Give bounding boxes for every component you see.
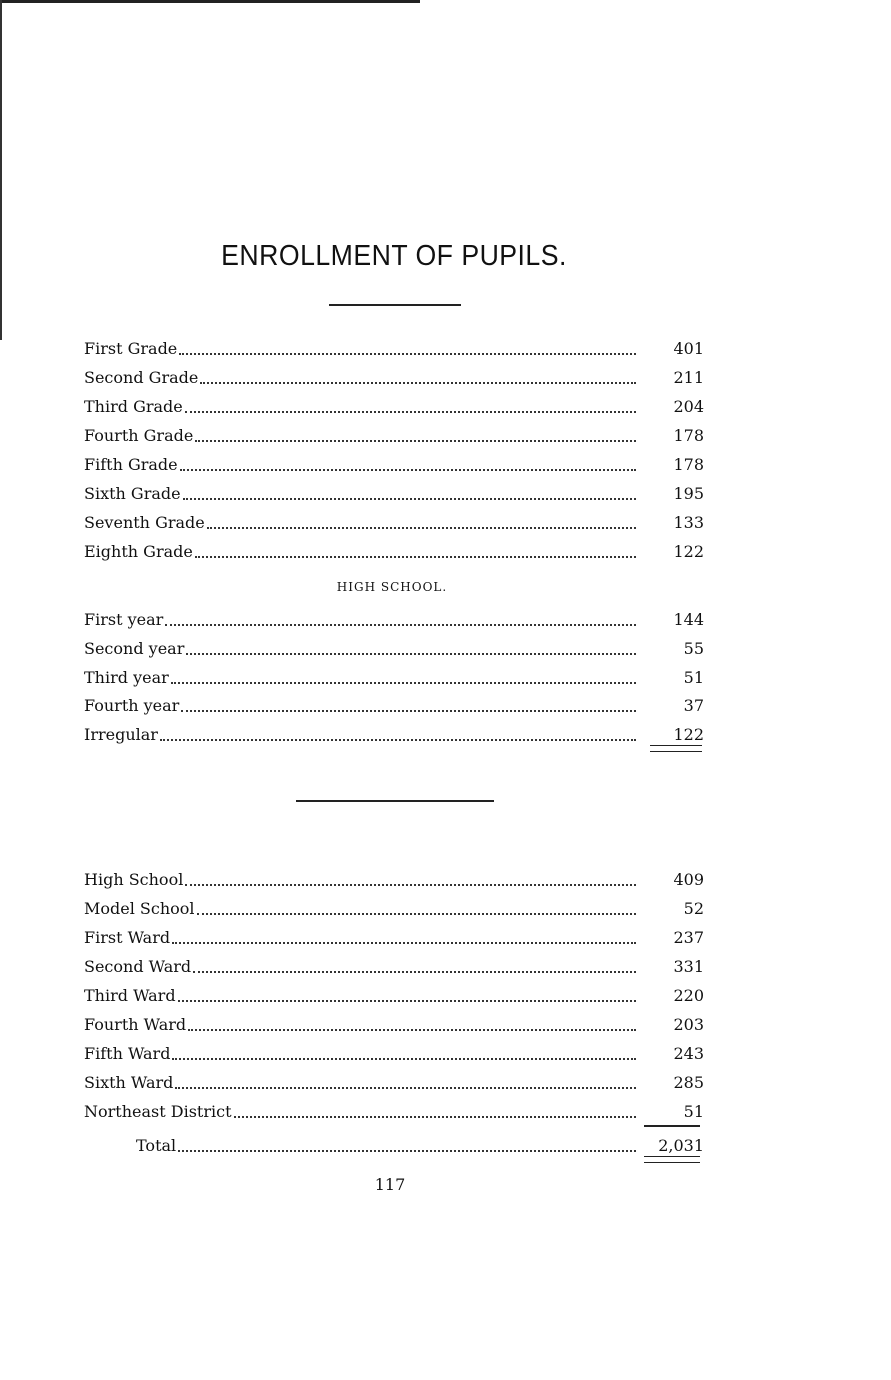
high-school-double-rule (650, 745, 702, 752)
dot-leader (178, 1150, 636, 1152)
row-label: First year (84, 610, 164, 629)
dot-leader (180, 469, 636, 471)
grade-row (84, 420, 704, 446)
total-value: 2,031 (658, 1136, 704, 1155)
grade-row (84, 536, 704, 562)
grade-row (84, 362, 704, 388)
row-value: 237 (673, 928, 704, 947)
row-value: 37 (683, 696, 704, 715)
dot-leader (186, 653, 636, 655)
row-label: Second Grade (84, 368, 199, 387)
row-value: 331 (673, 957, 704, 976)
row-value: 401 (673, 339, 704, 358)
dot-leader (188, 1029, 636, 1031)
row-value: 243 (673, 1044, 704, 1063)
row-value: 122 (673, 542, 704, 561)
grade-row (84, 478, 704, 504)
high-school-row (84, 690, 704, 716)
dot-leader (185, 884, 636, 886)
high-school-row (84, 662, 704, 688)
dot-leader (175, 1087, 636, 1089)
row-value: 211 (673, 368, 704, 387)
dot-leader (197, 913, 636, 915)
row-value: 51 (683, 1102, 704, 1121)
school-row (84, 1096, 704, 1122)
dot-leader (207, 527, 636, 529)
row-label: Sixth Grade (84, 484, 181, 503)
row-value: 133 (673, 513, 704, 532)
row-value: 122 (673, 725, 704, 744)
high-school-row (84, 604, 704, 630)
dot-leader (165, 624, 636, 626)
school-row (84, 922, 704, 948)
total-rule (644, 1125, 700, 1127)
high-school-row (84, 633, 704, 659)
row-label: Eighth Grade (84, 542, 193, 561)
dot-leader (178, 1000, 636, 1002)
school-row (84, 893, 704, 919)
row-label: Northeast District (84, 1102, 232, 1121)
dot-leader (181, 710, 636, 712)
row-label: Fifth Grade (84, 455, 178, 474)
row-value: 52 (683, 899, 704, 918)
row-label: Third Ward (84, 986, 176, 1005)
school-row (84, 980, 704, 1006)
row-value: 220 (673, 986, 704, 1005)
row-value: 203 (673, 1015, 704, 1034)
row-value: 51 (683, 668, 704, 687)
dot-leader (183, 498, 636, 500)
dot-leader (193, 971, 636, 973)
school-row (84, 1067, 704, 1093)
section-divider (296, 800, 494, 802)
school-row (84, 864, 704, 890)
dot-leader (179, 353, 636, 355)
row-label: High School (84, 870, 184, 889)
grade-row (84, 333, 704, 359)
dot-leader (195, 440, 636, 442)
top-edge-rule (0, 0, 420, 3)
row-label: Fourth Grade (84, 426, 194, 445)
row-label: First Ward (84, 928, 171, 947)
high-school-row (84, 719, 704, 745)
row-label: Third Grade (84, 397, 183, 416)
dot-leader (172, 1058, 636, 1060)
row-label: Fourth Ward (84, 1015, 187, 1034)
grade-row (84, 391, 704, 417)
row-label: Third year (84, 668, 169, 687)
dot-leader (195, 556, 636, 558)
row-label: Irregular (84, 725, 158, 744)
row-value: 55 (683, 639, 704, 658)
row-label: Sixth Ward (84, 1073, 174, 1092)
total-row (84, 1130, 704, 1156)
dot-leader (185, 411, 636, 413)
row-value: 178 (673, 426, 704, 445)
school-row (84, 951, 704, 977)
page-number: 117 (374, 1175, 406, 1194)
row-value: 285 (673, 1073, 704, 1092)
row-label: Model School (84, 899, 195, 918)
row-label: First Grade (84, 339, 178, 358)
title-divider (329, 304, 461, 306)
school-row (84, 1038, 704, 1064)
school-row (84, 1009, 704, 1035)
dot-leader (171, 682, 636, 684)
total-double-rule (644, 1156, 700, 1163)
row-label: Second Ward (84, 957, 192, 976)
row-label: Fourth year (84, 696, 180, 715)
row-label: Fifth Ward (84, 1044, 171, 1063)
row-value: 144 (673, 610, 704, 629)
left-edge-rule (0, 0, 2, 340)
row-value: 195 (673, 484, 704, 503)
row-value: 178 (673, 455, 704, 474)
row-value: 204 (673, 397, 704, 416)
grade-row (84, 449, 704, 475)
row-label: Second year (84, 639, 185, 658)
high-school-heading: HIGH SCHOOL. (336, 580, 448, 594)
grade-row (84, 507, 704, 533)
dot-leader (160, 739, 636, 741)
total-label: Total (136, 1136, 177, 1155)
row-label: Seventh Grade (84, 513, 205, 532)
page-title: ENROLLMENT OF PUPILS. (221, 240, 567, 272)
dot-leader (200, 382, 636, 384)
row-value: 409 (673, 870, 704, 889)
dot-leader (172, 942, 636, 944)
dot-leader (234, 1116, 637, 1118)
